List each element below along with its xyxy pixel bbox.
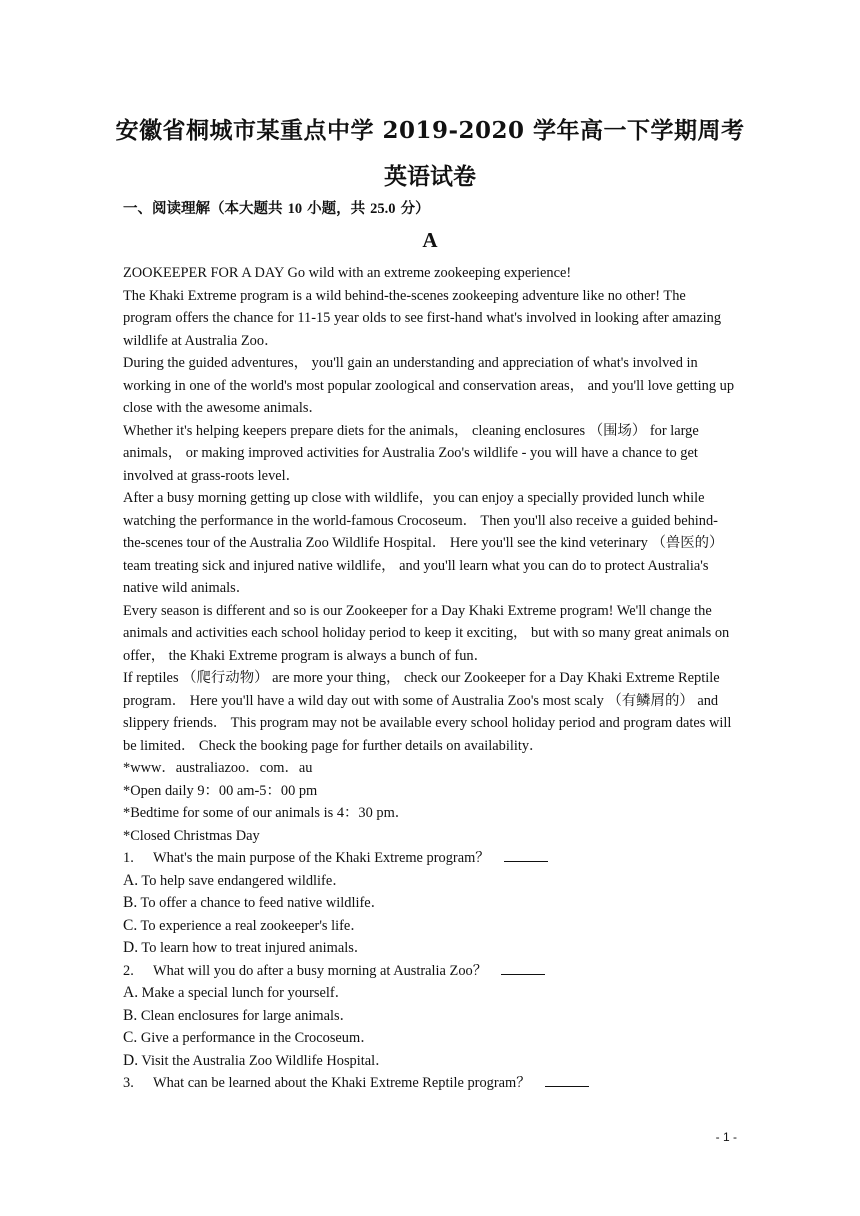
passage-paragraph: ZOOKEEPER FOR A DAY Go wild with an extreme zookeeping experience! (123, 265, 572, 281)
answer-option: C. To experience a real zookeeper's life． (123, 916, 365, 934)
passage-paragraph: During the guided adventures， you'll gain an understanding and appreciation of what's involved in working in one of the world's most popular zoological and conservation areas， and you'll love getting up close with the awesome animals． (123, 355, 735, 416)
answer-option: B. Clean enclosures for large animals． (123, 1006, 354, 1024)
question (123, 847, 738, 870)
question-text: What's the main purpose of the Khaki Extreme program？ (153, 847, 548, 870)
question-text: What can be learned about the Khaki Extreme Reptile program？ (153, 1072, 589, 1095)
passage-paragraph: Whether it's helping keepers prepare diets for the animals， cleaning enclosures （围场） for large animals， or making improved activities for Australia Zoo's wildlife - you will have a chance to get involved at grass-roots level． (123, 422, 699, 484)
answer-blank (504, 847, 548, 862)
passage-paragraph: Every season is different and so is our Zookeeper for a Day Khaki Extreme program! We'll change the animals and activities each school holiday period to keep it exciting， but with so many great animals on offer， the Khaki Extreme program is always a bunch of fun． (123, 602, 730, 664)
answer-blank (501, 960, 545, 975)
passage-paragraph: If reptiles （爬行动物） are more your thing， check our Zookeeper for a Day Khaki Extreme Reptile program． Here you'll have a wild day out with some of Australia Zoo's most scaly （有鳞屑的） and slippery friends． This program may not be available every school holiday period and program dates will be limited． Check the booking page for further details on availability． (123, 670, 732, 754)
info-line: *www．australiazoo．com．au (123, 760, 313, 776)
exam-title: 安徽省桐城市某重点中学 2019-2020 学年高一下学期周考 (115, 117, 745, 144)
answer-option: A. Make a special lunch for yourself． (123, 984, 350, 1001)
question-number: 3. (123, 1075, 134, 1091)
answer-option: B. To offer a chance to feed native wildlife． (123, 894, 386, 911)
question (123, 1072, 738, 1095)
question (123, 960, 738, 983)
answer-option: D. Visit the Australia Zoo Wildlife Hospital． (123, 1051, 390, 1069)
answer-option: D. To learn how to treat injured animals． (123, 939, 369, 956)
question-number: 1. (123, 850, 134, 866)
section-heading: 一、阅读理解（本大题共 10 小题，共 25.0 分） (123, 201, 430, 217)
info-line: *Bedtime for some of our animals is 4：30 pm． (123, 805, 410, 821)
answer-option: C. Give a performance in the Crocoseum． (123, 1029, 375, 1046)
answer-blank (545, 1072, 589, 1087)
info-line: *Closed Christmas Day (123, 827, 260, 844)
passage-paragraph: After a busy morning getting up close with wildlife，you can enjoy a specially provided lunch while watching the performance in the world-famous Crocoseum． Then you'll also receive a guided behind-the-scenes tour of the Australia Zoo Wildlife Hospital． Here you'll see the kind veterinary （兽医的） team treating sick and injured native wildlife， and you'll learn what you can do to protect Australia's native wild animals． (123, 490, 724, 596)
exam-subtitle: 英语试卷 (384, 163, 476, 190)
passage-body (123, 262, 738, 1095)
question-text: What will you do after a busy morning at Australia Zoo？ (153, 960, 545, 983)
question-number: 2. (123, 962, 134, 979)
passage-paragraph: The Khaki Extreme program is a wild behind-the-scenes zookeeping adventure like no other! The program offers the chance for 11-15 year olds to see first-hand what's involved in looking after amazing wildlife at Australia Zoo． (123, 287, 722, 349)
info-line: *Open daily 9：00 am-5：00 pm (123, 782, 318, 799)
answer-option: A. To help save endangered wildlife． (123, 871, 347, 889)
page-number: - 1 - (715, 1130, 737, 1144)
passage-letter: A (422, 228, 438, 252)
